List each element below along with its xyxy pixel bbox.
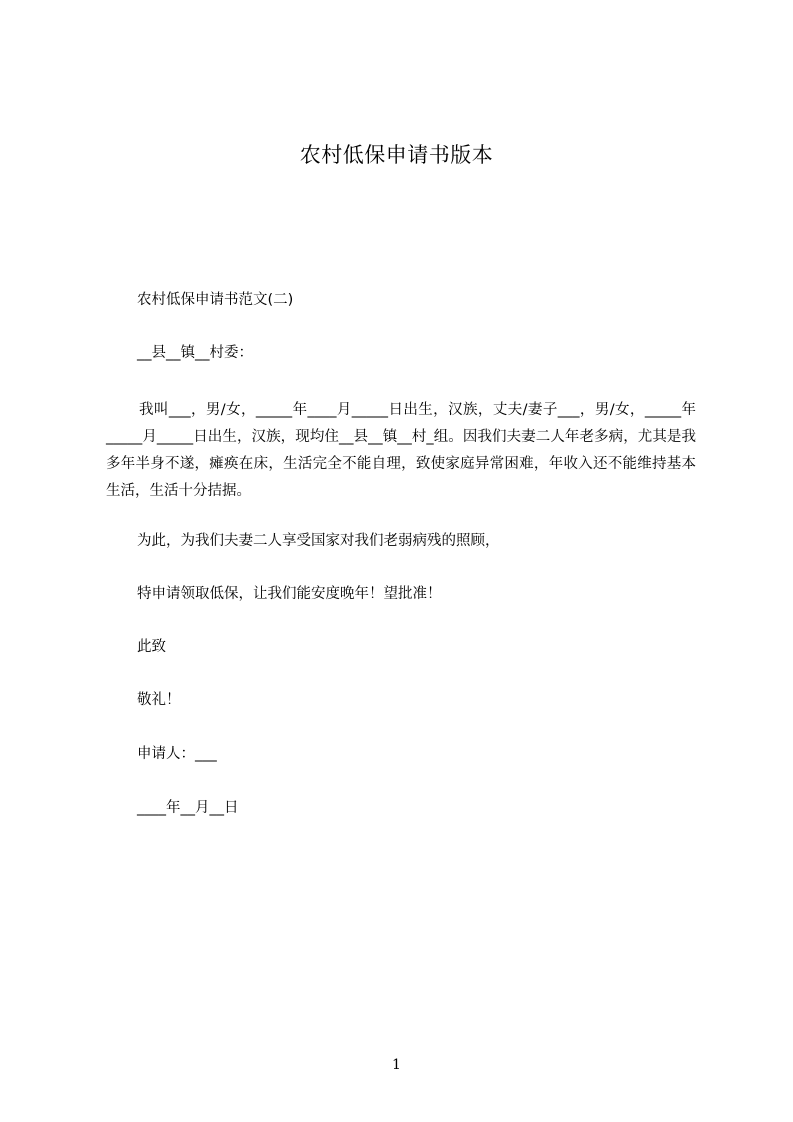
closing-line-2: 敬礼！ (137, 692, 181, 708)
page-number: 1 (392, 1057, 401, 1073)
request-paragraph: 特申请领取低保，让我们能安度晚年！望批准！ (137, 586, 442, 602)
closing-line-1: 此致 (137, 639, 166, 655)
body-paragraph: 我叫___，男/女，_____年____月_____日出生，汉族，丈夫/妻子___，男/女，_____年_____月_____日出生，汉族，现均住__县__镇__村_组。因我们夫妻二人年老多病，尤其是我多年半身不遂，瘫痪在床，生活完全不能自理，致使家庭异常困难，年收入还不能维持基本生活，生活十分拮据。 (106, 402, 696, 499)
document-title: 农村低保申请书版本 (299, 143, 494, 167)
document-subtitle: 农村低保申请书范文(二) (137, 292, 294, 308)
signature-date: ____年__月__日 (137, 800, 239, 816)
reason-paragraph: 为此，为我们夫妻二人享受国家对我们老弱病残的照顾， (137, 533, 500, 549)
applicant-signature: 申请人：___ (137, 746, 217, 762)
salutation: __县__镇__村委： (137, 345, 253, 361)
